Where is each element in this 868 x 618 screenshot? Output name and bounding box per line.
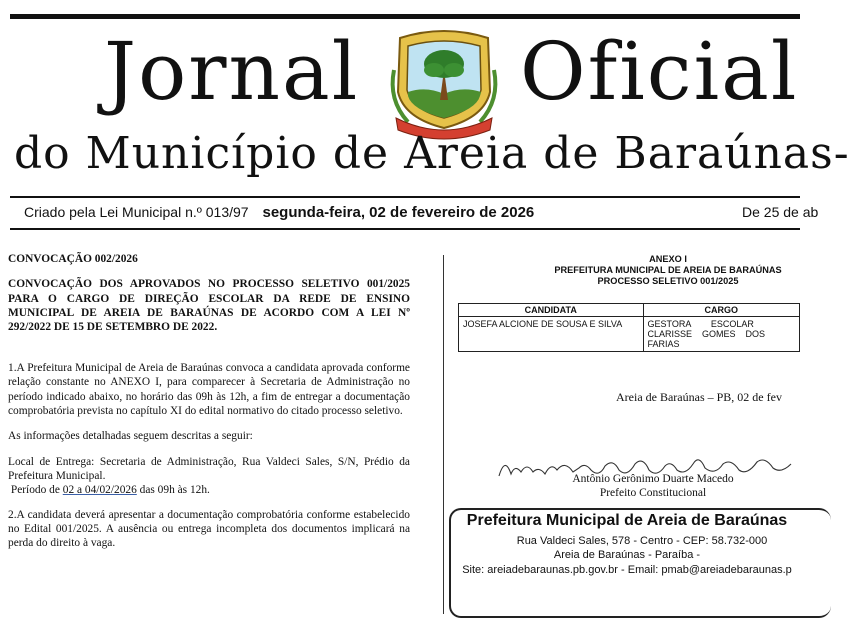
convocacao-heading: CONVOCAÇÃO DOS APROVADOS NO PROCESSO SELETIVO 001/2025 PARA O CARGO DE DIREÇÃO ESCOLAR DA REDE DE ENSINO MUNICIPAL DE AREIA DE BARAÚNAS DE ACORDO COM A LEI Nº 292/2022 DE 15 DE SETEMBRO DE 2022. (8, 278, 410, 334)
footer-name: Prefeitura Municipal de Areia de Baraúnas (466, 512, 788, 529)
edition-date: segunda-feira, 02 de fevereiro de 2026 (262, 204, 535, 221)
convocacao-number: CONVOCAÇÃO 002/2026 (8, 253, 138, 265)
signer-name: Antônio Gerônimo Duarte Macedo (572, 473, 734, 485)
column-divider (443, 255, 444, 614)
delivery-info (8, 455, 410, 498)
annex-line-2: PROCESSO SELETIVO 001/2025 (597, 276, 739, 287)
signer-role: Prefeito Constitucional (599, 487, 707, 500)
footer-contact: Site: areiadebaraunas.pb.gov.br - Email: pmab@areiadebaraunas.p (462, 564, 792, 577)
table-row (459, 317, 800, 352)
signer-block (548, 472, 758, 501)
annex-header (468, 254, 868, 287)
annex-table (458, 303, 800, 352)
header-candidata: CANDIDATA (459, 304, 644, 317)
infobar (24, 204, 819, 221)
cargo-line-2: CLARISSE GOMES DOS (647, 329, 766, 339)
paragraph-3: 2.A candidata deverá apresentar a documentação comprobatória conforme estabelecido no Edital 001/2025. A ausência ou entrega incompleta dos documentos implicará na perda do direito à vaga. (8, 508, 410, 550)
annex-title: ANEXO I (649, 254, 687, 264)
cargo-line-3: FARIAS (647, 339, 680, 349)
cell-cargo (643, 317, 799, 352)
footer-address: Rua Valdeci Sales, 578 - Centro - CEP: 58.732-000 (516, 534, 768, 547)
delivery-location: Local de Entrega: Secretaria de Administração, Rua Valdeci Sales, S/N, Prédio da Prefeitura Municipal. (8, 455, 410, 482)
period-suffix: das 09h às 12h. (136, 484, 210, 497)
cargo-line-1: GESTORA ESCOLAR (647, 319, 754, 329)
paragraph-2: As informações detalhadas seguem descritas a seguir: (8, 430, 253, 443)
municipal-crest-logo (386, 30, 502, 140)
table-header-row (459, 304, 800, 317)
paragraph-1: 1.A Prefeitura Municipal de Areia de Baraúnas convoca a candidata aprovada conforme relação constante no ANEXO I, para comparecer à Secretaria de Administração no período indicado abaixo, no horário das 09h às 12h, a fim de entregar a documentação comprobatória prevista no capítulo XI do edital normativo do citado processo seletivo. (8, 361, 410, 417)
footer-city: Areia de Baraúnas - Paraíba - (553, 549, 701, 562)
infobar-right-text: De 25 de ab (742, 204, 819, 220)
period-dates: 02 a 04/02/2026 (62, 484, 137, 497)
annex-line-1: PREFEITURA MUNICIPAL DE AREIA DE BARAÚNAS (554, 265, 782, 276)
masthead-title-right: Oficial (520, 25, 799, 118)
masthead-title-left: Jornal (104, 25, 360, 118)
infobar-bottom-rule (10, 228, 800, 230)
infobar-top-rule (10, 196, 800, 198)
cell-candidata: JOSEFA ALCIONE DE SOUSA E SILVA (459, 317, 644, 352)
top-rule (10, 14, 800, 19)
header-cargo: CARGO (643, 304, 799, 317)
masthead-subtitle: do Município de Areia de Baraúnas- (14, 128, 850, 179)
period-prefix: Período de (10, 484, 63, 497)
place-date: Areia de Baraúnas – PB, 02 de fev (616, 390, 782, 404)
left-column (8, 252, 410, 562)
founding-law: Criado pela Lei Municipal n.º 013/97 (24, 204, 249, 220)
footer (454, 510, 800, 578)
